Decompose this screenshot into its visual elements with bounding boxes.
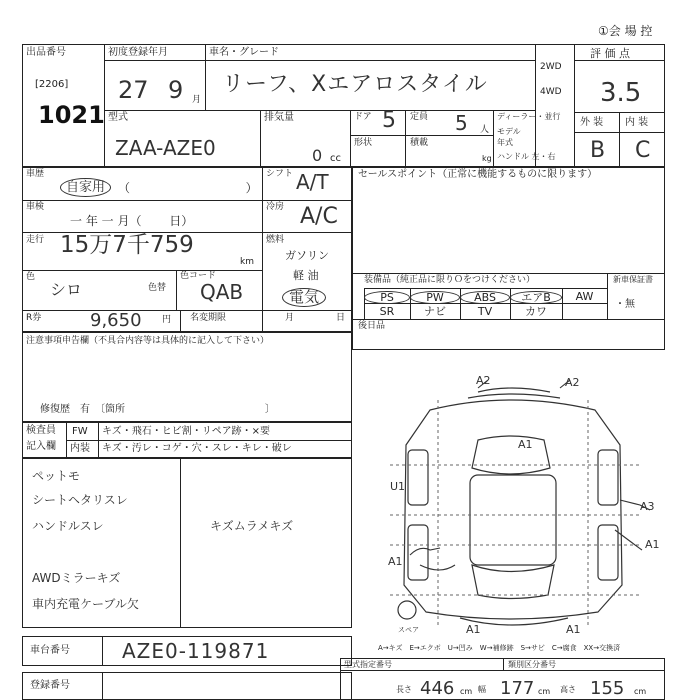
mark-a1-left: A1 <box>388 555 403 568</box>
venue-mark: ①会 場 控 <box>598 24 653 38</box>
colorcode-label: 色コード <box>180 271 217 281</box>
model-label: 車名・グレード <box>209 47 279 58</box>
registration-frame <box>22 672 352 700</box>
name-change-month: 月 <box>285 313 295 323</box>
dealer-line3: 年式 <box>497 138 513 147</box>
notes-label: 注意事項申告欄（不具合内容等は具体的に記入して下さい） <box>26 336 270 346</box>
first-reg-month-unit: 月 <box>192 95 202 105</box>
capacity-value: 5 <box>455 111 468 135</box>
mark-a2-left: A2 <box>476 374 491 387</box>
lot-number: 1021 <box>38 101 105 129</box>
equipment-row1-item: PW <box>410 291 460 304</box>
first-reg-month: 9 <box>168 76 184 104</box>
height-unit: cm <box>634 687 647 696</box>
mileage-unit: km <box>240 257 254 267</box>
inspector-label-1: 検査員 <box>26 425 56 436</box>
equipment-label: 装備品（純正品に限りＯをつけください） <box>364 275 536 285</box>
inspection-label: 車検 <box>26 202 45 212</box>
equipment-row2-item: カワ <box>525 305 547 318</box>
history-value: 自家用 <box>60 178 111 197</box>
inner-label: 内装 <box>70 443 90 454</box>
colorcode-value: QAB <box>200 280 244 304</box>
history-paren: （ ） <box>118 181 258 195</box>
load-label: 積載 <box>410 138 429 148</box>
rating-int-label: 内 装 <box>625 117 649 128</box>
length-unit: cm <box>460 687 473 696</box>
width-label: 幅 <box>478 685 486 694</box>
fuel-label: 燃料 <box>266 235 285 245</box>
first-reg-year: 27 <box>118 76 149 104</box>
remark-3: ハンドルスレ <box>32 519 104 533</box>
mark-u1: U1 <box>390 480 406 493</box>
height-label: 高さ <box>560 685 576 694</box>
dealer-line2: モデル <box>497 127 521 136</box>
chassis-value: AZE0-119871 <box>122 639 270 663</box>
model-name: リーフ、Xエアロスタイル <box>222 72 488 97</box>
category-label: 類別区分番号 <box>508 660 556 669</box>
doors-label: ドア <box>354 112 372 122</box>
equipment-row1-item: PS <box>364 291 410 304</box>
rating-label: 評 価 点 <box>590 47 630 60</box>
shape-label: 形状 <box>354 138 373 148</box>
recycle-value: 9,650 <box>90 310 142 331</box>
width-unit: cm <box>538 687 551 696</box>
damage-legend: A→キズ E→エクボ U→凹み W→補修跡 S→サビ C→腐食 XX→交換済 <box>378 644 621 652</box>
rating-int: C <box>635 138 651 163</box>
aftermarket-label: 後日品 <box>358 321 386 331</box>
shift-label: シフト <box>266 169 294 179</box>
type-label: 型式 <box>108 112 128 123</box>
remark-2: シートヘタリスレ <box>32 493 128 507</box>
equipment-row2-item: TV <box>477 305 493 318</box>
type-value: ZAA-AZE0 <box>115 136 216 160</box>
car-diagram <box>360 350 660 640</box>
mark-a1-bottom-left: A1 <box>466 623 481 636</box>
registration-label: 登録番号 <box>30 680 70 691</box>
rating-ext-label: 外 装 <box>580 117 604 128</box>
remark-5: 車内充電ケーブル欠 <box>32 597 139 611</box>
doors-value: 5 <box>382 108 396 133</box>
equipment-row1-item: AW <box>575 290 594 303</box>
lot-code: [2206] <box>35 79 69 90</box>
length-value: 446 <box>420 678 455 699</box>
inspector-label-2: 記入欄 <box>26 441 56 452</box>
recycle-unit: 円 <box>162 315 172 325</box>
remark-1: ペットモ <box>32 469 81 483</box>
mark-a3: A3 <box>640 500 655 513</box>
equipment-row2-item: ナビ <box>424 305 446 318</box>
drive-2wd: 2WD <box>540 62 562 72</box>
inner-text: キズ・汚レ・コゲ・穴・スレ・キレ・破レ <box>102 443 292 454</box>
mark-a1-bottom-right: A1 <box>566 623 581 636</box>
sales-equipment-frame <box>352 167 665 350</box>
history-label: 車歴 <box>26 169 45 179</box>
dealer-line4: ハンドル 左・右 <box>497 152 556 161</box>
fuel-diesel: 軽 油 <box>293 269 319 282</box>
fuel-value: 電気 <box>282 288 326 307</box>
fuel-gasoline: ガソリン <box>285 249 329 262</box>
mark-a1-roof: A1 <box>518 438 533 451</box>
fw-text: キズ・飛石・ヒビ割・リペア跡・×要 <box>102 426 270 437</box>
mark-a2-right: A2 <box>565 376 580 389</box>
warranty-value: ・無 <box>615 299 635 310</box>
color-change-label: 色替 <box>148 283 167 293</box>
mileage-value: 15万7千759 <box>60 232 194 258</box>
inspection-text: 一 年 一 月（ 日） <box>70 214 194 228</box>
equipment-row2-item: SR <box>379 305 395 318</box>
width-value: 177 <box>500 678 535 699</box>
remark-right: キズムラメキズ <box>210 519 294 533</box>
rating-ext: B <box>590 138 606 163</box>
displacement-unit: cc <box>330 153 341 164</box>
color-label: 色 <box>26 272 36 282</box>
aircon-label: 冷房 <box>266 202 285 212</box>
shift-value: A/T <box>296 170 329 194</box>
dealer-line1: ディーラー・並行 <box>497 112 561 121</box>
displacement-value: 0 <box>312 146 323 165</box>
length-label: 長さ <box>396 685 412 694</box>
capacity-label: 定員 <box>410 112 429 122</box>
color-value: シロ <box>50 280 83 299</box>
aircon-value: A/C <box>300 204 338 229</box>
mark-a1-right: A1 <box>645 538 660 551</box>
rating-score: 3.5 <box>600 78 642 108</box>
mileage-label: 走行 <box>26 235 45 245</box>
repair-history: 修復歴 有 〔箇所 〕 <box>40 404 275 415</box>
capacity-unit: 人 <box>480 125 490 135</box>
lot-label: 出品番号 <box>26 47 66 58</box>
equipment-row1-item: ABS <box>460 291 510 304</box>
displacement-label: 排気量 <box>264 112 294 123</box>
chassis-label: 車台番号 <box>30 645 70 656</box>
warranty-label: 新車保証書 <box>613 275 653 284</box>
load-unit: kg <box>482 154 492 163</box>
recycle-label: R券 <box>26 313 42 323</box>
height-value: 155 <box>590 678 625 699</box>
first-reg-label: 初度登録年月 <box>108 47 168 58</box>
type-designation-label: 型式指定番号 <box>344 660 392 669</box>
name-change-day: 日 <box>336 313 346 323</box>
fw-label: FW <box>72 426 88 437</box>
spare-label: スペア <box>398 626 419 634</box>
drive-4wd: 4WD <box>540 87 562 97</box>
equipment-row1-item: エアB <box>510 291 562 304</box>
sales-point-label: セールスポイント（正常に機能するものに限ります） <box>358 169 598 180</box>
name-change-label: 名変期限 <box>190 313 227 323</box>
remark-4: AWDミラーキズ <box>32 571 121 585</box>
